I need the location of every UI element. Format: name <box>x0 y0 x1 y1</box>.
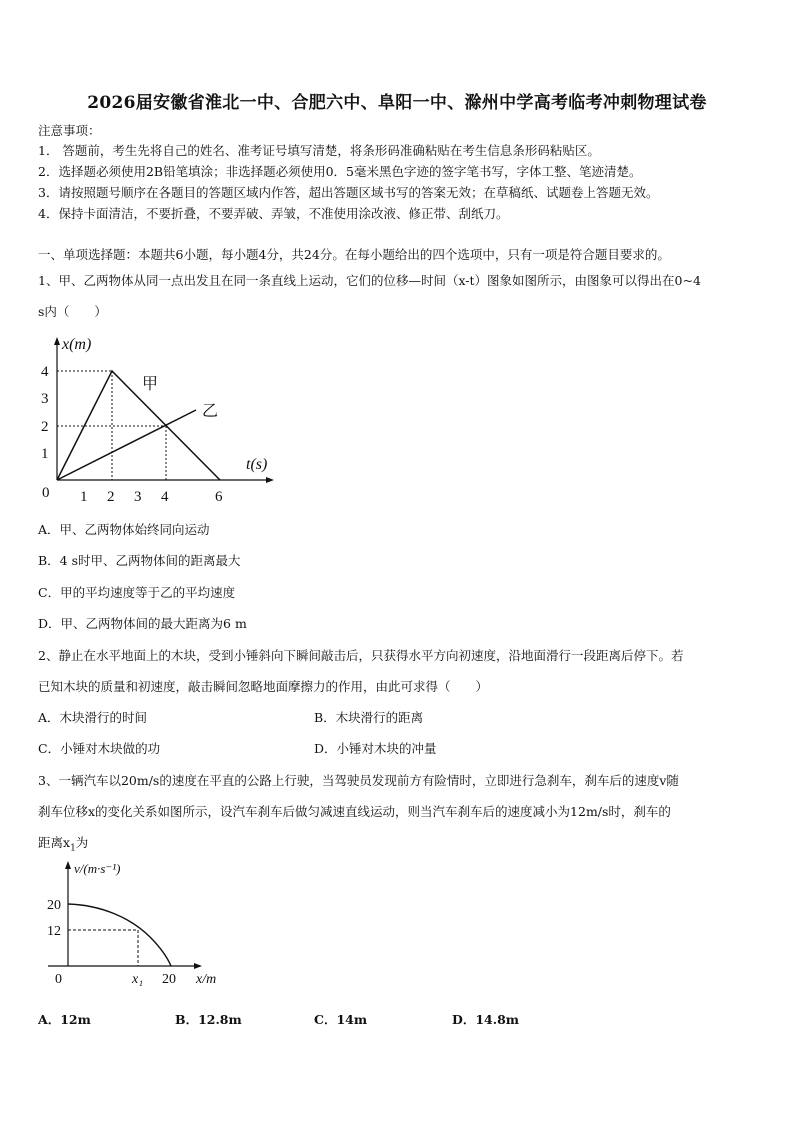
q3-stem-line2: 刹车位移x的变化关系如图所示，设汽车刹车后做匀减速直线运动，则当汽车刹车后的速度减小为12m/s时，刹车的 <box>38 804 671 819</box>
q3-stem-line3-a: 距离x <box>38 835 71 850</box>
notice-item-4: 4．保持卡面清洁，不要折叠，不要弄破、弄皱，不准使用涂改液、修正带、刮纸刀。 <box>38 206 509 221</box>
q3-y-tick-12: 12 <box>47 924 61 939</box>
q3-curve <box>68 904 171 966</box>
paper-title: 2026届安徽省淮北一中、合肥六中、阜阳一中、滁州中学高考临考冲刺物理试卷 <box>87 93 707 113</box>
q2-stem-line1: 2、静止在水平地面上的木块，受到小锤斜向下瞬间敲击后，只获得水平方向初速度，沿地面滑行一段距离后停下。若 <box>38 648 684 663</box>
q2-option-c: C．小锤对木块做的功 <box>38 741 161 756</box>
q3-y-label: v/(m·s⁻¹) <box>74 861 121 876</box>
q3-option-c: C．14m <box>314 1012 368 1027</box>
q3-stem-line3-b: 为 <box>75 835 89 850</box>
q2-stem-line2: 已知木块的质量和初速度，敲击瞬间忽略地面摩擦力的作用，由此可求得（ ） <box>38 679 489 694</box>
q1-xt-graph <box>30 325 290 510</box>
q1-line-yi <box>57 410 196 480</box>
q1-x-tick-2: 2 <box>107 489 115 505</box>
q1-y-label: x(m) <box>62 336 92 353</box>
q3-x-axis-arrow <box>194 963 202 969</box>
q3-option-b: B．12.8m <box>175 1012 242 1027</box>
q1-x-tick-1: 1 <box>80 489 88 505</box>
q1-origin: 0 <box>42 485 50 501</box>
q3-x-label: x/m <box>196 972 217 987</box>
q3-x-tick-x1: x₁ <box>132 972 144 987</box>
notice-heading: 注意事项： <box>38 123 101 138</box>
q1-option-a: A．甲、乙两物体始终同向运动 <box>38 522 210 537</box>
q1-stem-line1: 1、甲、乙两物体从同一点出发且在同一条直线上运动，它们的位移—时间（x-t）图象如图所示，由图象可以得出在0~4 <box>38 273 701 288</box>
q1-stem-line2: s内（ ） <box>38 304 107 319</box>
q3-y-tick-20: 20 <box>47 898 61 913</box>
q1-x-tick-3: 3 <box>134 489 142 505</box>
q3-stem-line3-sub: 1 <box>70 843 76 854</box>
q1-option-b: B．4 s时甲、乙两物体间的距离最大 <box>38 553 241 568</box>
q3-stem-line3 <box>38 833 88 854</box>
q1-y-tick-3: 3 <box>41 391 49 407</box>
notice-item-1: 1． 答题前，考生先将自己的姓名、准考证号填写清楚，将条形码准确粘贴在考生信息条形码粘贴区。 <box>38 143 600 158</box>
q2-option-d: D．小锤对木块的冲量 <box>314 741 437 756</box>
q3-option-d: D．14.8m <box>452 1012 520 1027</box>
q1-y-tick-4: 4 <box>41 364 49 380</box>
q3-option-a: A．12m <box>38 1012 91 1027</box>
q3-stem-line1: 3、一辆汽车以20m/s的速度在平直的公路上行驶，当驾驶员发现前方有险情时，立即进行急刹车，刹车后的速度v随 <box>38 773 679 788</box>
q1-x-tick-6: 6 <box>215 489 223 505</box>
q2-option-a: A．木块滑行的时间 <box>38 710 148 725</box>
q1-y-tick-2: 2 <box>41 419 49 435</box>
q1-y-tick-1: 1 <box>41 446 49 462</box>
q1-x-axis-arrow <box>266 477 274 483</box>
q3-vx-graph <box>40 855 240 995</box>
q3-y-axis-arrow <box>65 861 71 869</box>
q1-label-yi: 乙 <box>202 403 219 420</box>
q1-x-tick-4: 4 <box>161 489 169 505</box>
notice-item-3: 3．请按照题号顺序在各题目的答题区域内作答，超出答题区域书写的答案无效；在草稿纸、试题卷上答题无效。 <box>38 185 659 200</box>
q3-origin: 0 <box>55 972 62 987</box>
q1-x-label: t(s) <box>246 456 268 473</box>
q1-option-c: C．甲的平均速度等于乙的平均速度 <box>38 585 236 600</box>
q1-label-jia: 甲 <box>142 376 159 393</box>
q3-x-tick-20: 20 <box>162 972 176 987</box>
notice-item-2: 2．选择题必须使用2B铅笔填涂；非选择题必须使用0．5毫米黑色字迹的签字笔书写，字体工整、笔迹清楚。 <box>38 164 642 179</box>
q1-y-axis-arrow <box>54 337 60 345</box>
section-heading: 一、单项选择题：本题共6小题，每小题4分，共24分。在每小题给出的四个选项中，只有一项是符合题目要求的。 <box>38 247 670 262</box>
q2-option-b: B．木块滑行的距离 <box>314 710 424 725</box>
q1-option-d: D．甲、乙两物体间的最大距离为6 m <box>38 616 247 631</box>
